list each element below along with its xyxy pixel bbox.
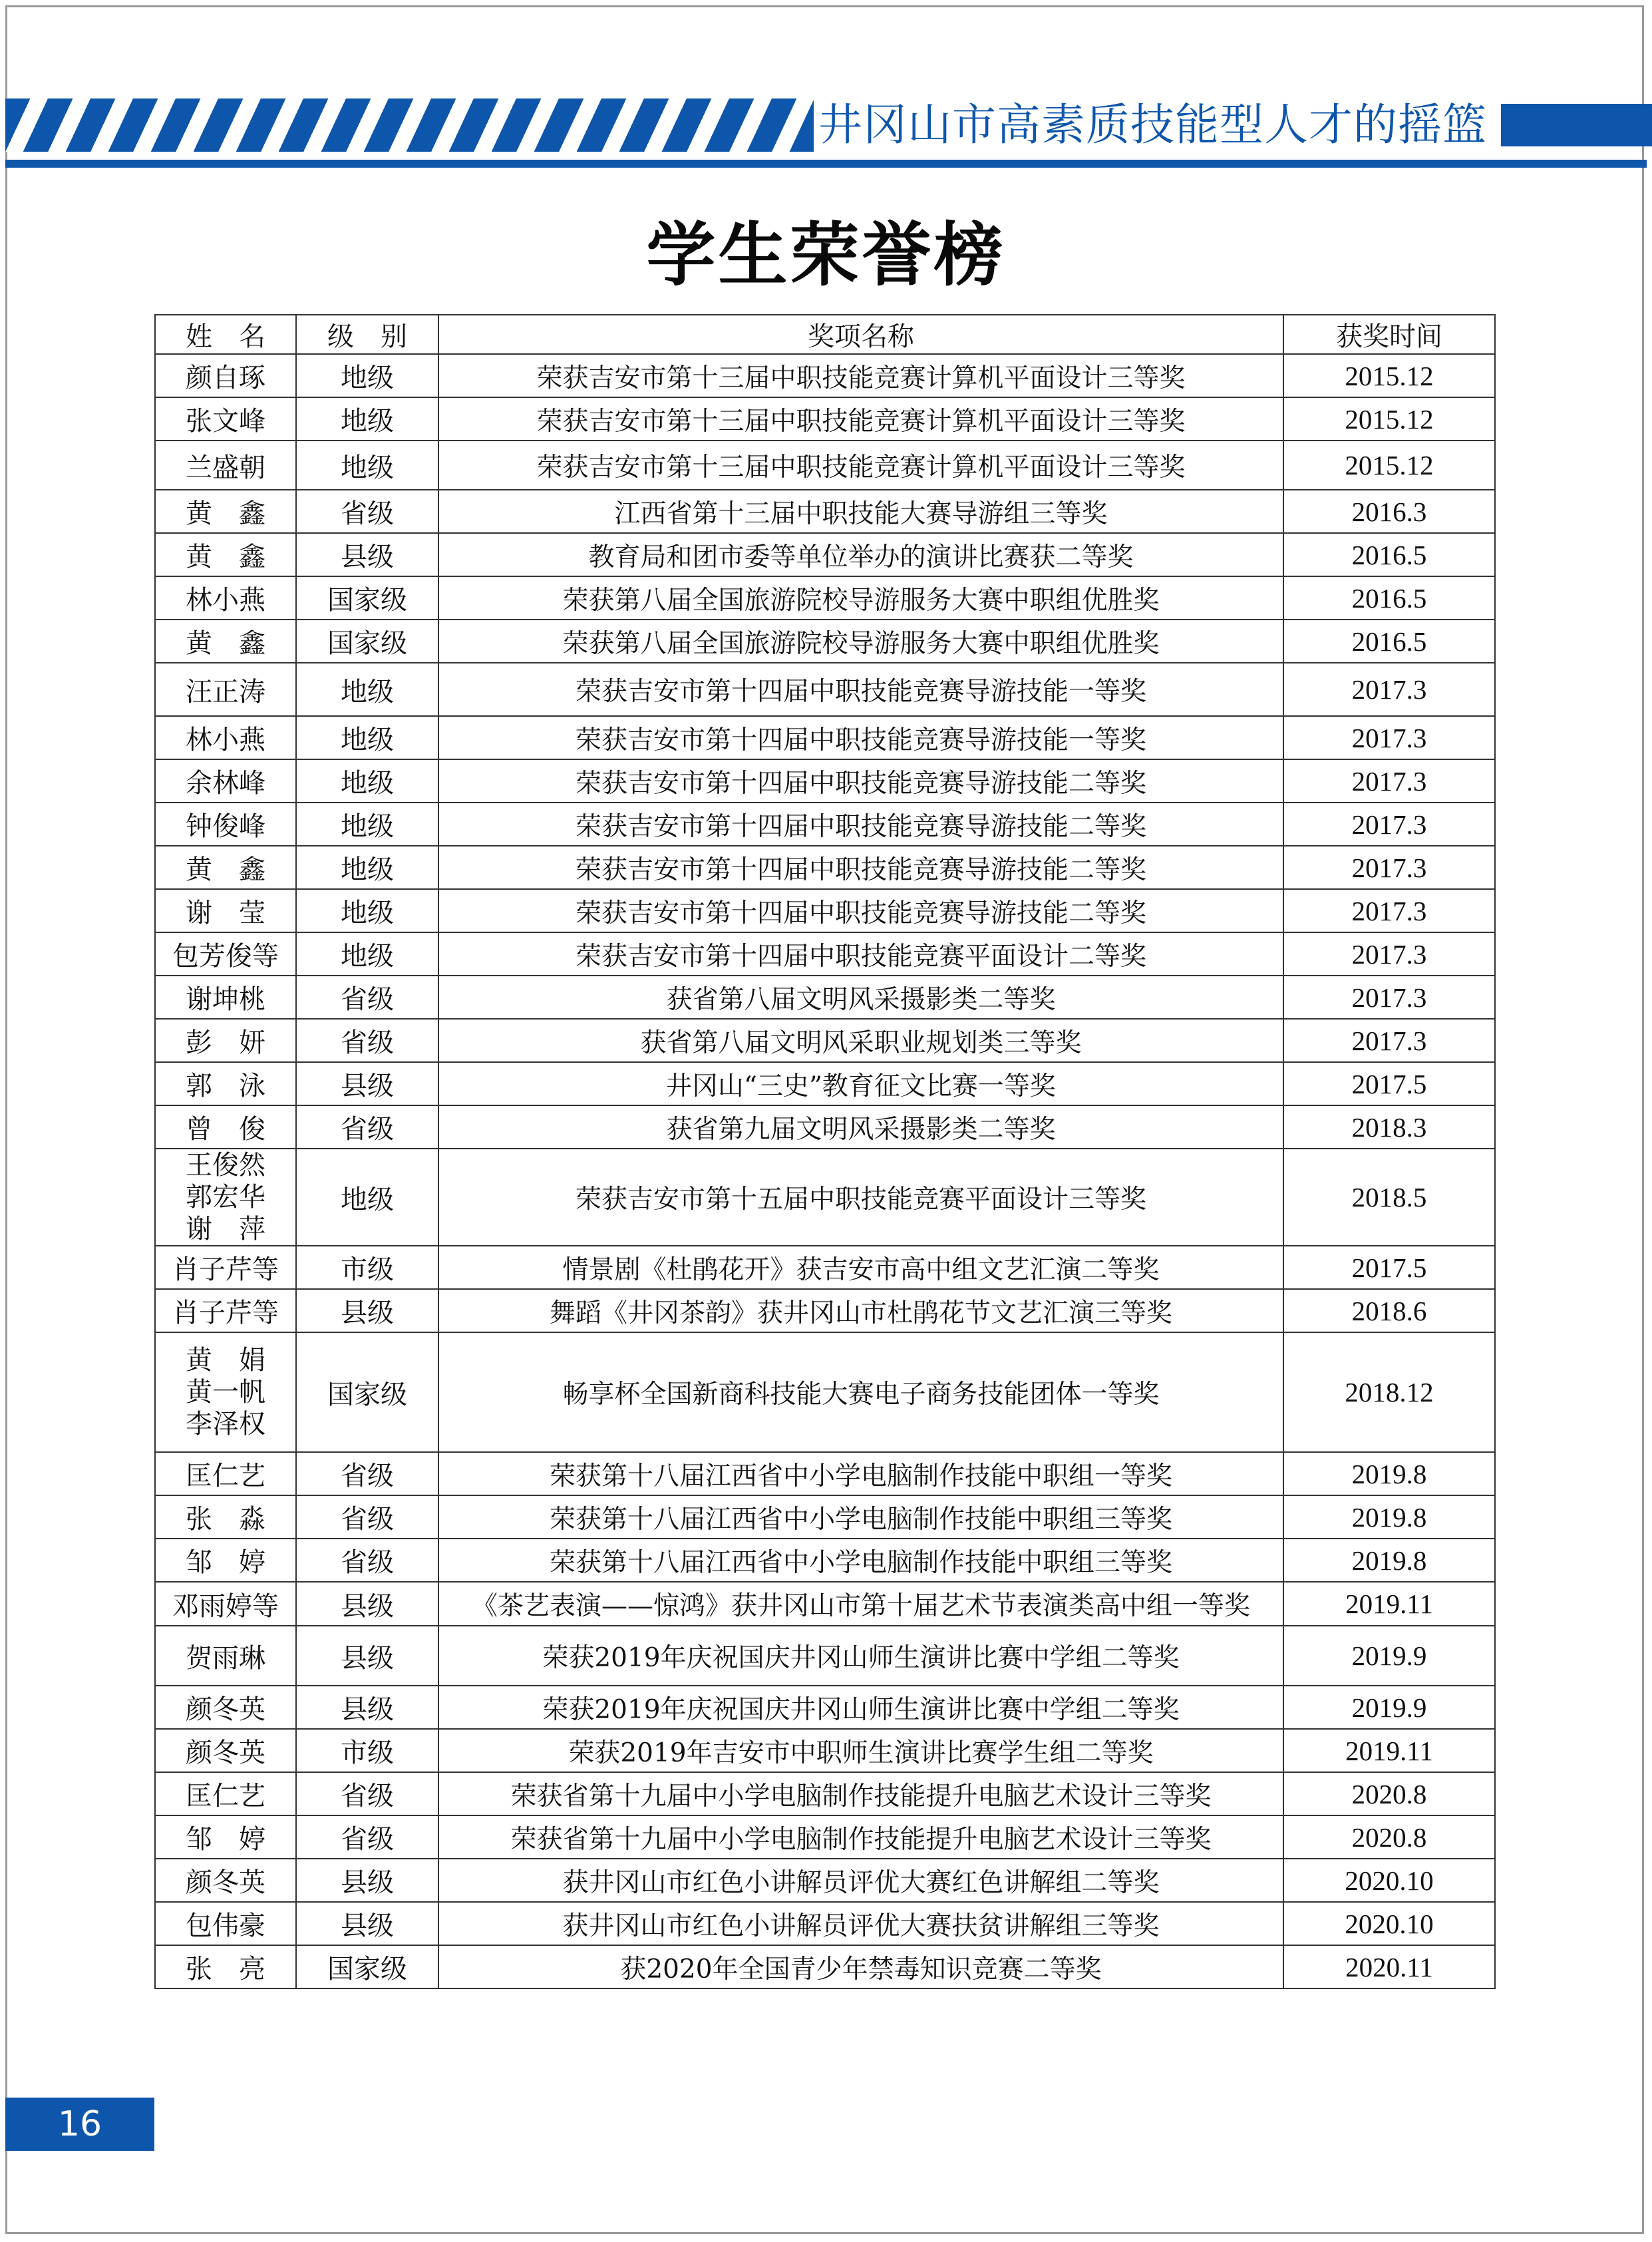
- cell-date: 2017.5: [1283, 1246, 1495, 1289]
- cell-award: 荣获吉安市第十四届中职技能竞赛导游技能二等奖: [438, 846, 1283, 889]
- cell-award: 荣获吉安市第十四届中职技能竞赛导游技能二等奖: [438, 759, 1283, 803]
- table-row: [155, 759, 1495, 803]
- cell-award: 荣获第十八届江西省中小学电脑制作技能中职组三等奖: [438, 1495, 1283, 1539]
- cell-level: 地级: [296, 441, 438, 490]
- header-name: 姓 名: [155, 315, 296, 354]
- cell-award: 获2020年全国青少年禁毒知识竞赛二等奖: [438, 1945, 1283, 1988]
- cell-award: 荣获吉安市第十四届中职技能竞赛导游技能二等奖: [438, 889, 1283, 932]
- table-row: [155, 490, 1495, 533]
- cell-level: 地级: [296, 889, 438, 932]
- cell-date: 2018.12: [1283, 1332, 1495, 1452]
- cell-date: 2017.5: [1283, 1062, 1495, 1105]
- cell-level: 国家级: [296, 1332, 438, 1452]
- table-row: [155, 889, 1495, 932]
- cell-date: 2018.5: [1283, 1149, 1495, 1246]
- cell-name: 颜冬英: [155, 1859, 296, 1902]
- cell-award: 荣获吉安市第十五届中职技能竞赛平面设计三等奖: [438, 1149, 1283, 1246]
- cell-level: 县级: [296, 1686, 438, 1729]
- cell-award: 荣获吉安市第十三届中职技能竞赛计算机平面设计三等奖: [438, 397, 1283, 441]
- cell-level: 县级: [296, 1859, 438, 1902]
- cell-name: 王俊然 郭宏华 谢 萍: [155, 1149, 296, 1246]
- cell-level: 省级: [296, 1772, 438, 1815]
- cell-date: 2016.3: [1283, 490, 1495, 533]
- cell-name: 包芳俊等: [155, 932, 296, 976]
- cell-date: 2017.3: [1283, 1019, 1495, 1062]
- table-row: [155, 1452, 1495, 1495]
- cell-award: 获省第九届文明风采摄影类二等奖: [438, 1105, 1283, 1149]
- cell-date: 2018.3: [1283, 1105, 1495, 1149]
- cell-award: 荣获第八届全国旅游院校导游服务大赛中职组优胜奖: [438, 620, 1283, 663]
- cell-level: 国家级: [296, 576, 438, 620]
- cell-award: 获井冈山市红色小讲解员评优大赛红色讲解组二等奖: [438, 1859, 1283, 1902]
- cell-date: 2017.3: [1283, 716, 1495, 759]
- cell-name: 钟俊峰: [155, 803, 296, 846]
- cell-award: 荣获第十八届江西省中小学电脑制作技能中职组三等奖: [438, 1539, 1283, 1582]
- cell-date: 2017.3: [1283, 663, 1495, 716]
- table-row: [155, 846, 1495, 889]
- cell-level: 省级: [296, 1105, 438, 1149]
- table-row: [155, 1945, 1495, 1988]
- cell-name: 邹 婷: [155, 1539, 296, 1582]
- cell-name: 张 淼: [155, 1495, 296, 1539]
- cell-name: 黄 鑫: [155, 620, 296, 663]
- cell-date: 2020.10: [1283, 1902, 1495, 1945]
- cell-level: 县级: [296, 1582, 438, 1626]
- cell-level: 地级: [296, 354, 438, 397]
- cell-date: 2019.9: [1283, 1686, 1495, 1729]
- table-row: [155, 663, 1495, 716]
- table-row: [155, 1626, 1495, 1686]
- cell-name: 曾 俊: [155, 1105, 296, 1149]
- cell-date: 2016.5: [1283, 576, 1495, 620]
- cell-level: 省级: [296, 1539, 438, 1582]
- cell-name: 谢坤桃: [155, 976, 296, 1019]
- cell-name: 贺雨琳: [155, 1626, 296, 1686]
- cell-level: 市级: [296, 1729, 438, 1772]
- table-row: [155, 1772, 1495, 1815]
- cell-date: 2020.8: [1283, 1772, 1495, 1815]
- table-row: [155, 1686, 1495, 1729]
- cell-name: 颜自琢: [155, 354, 296, 397]
- cell-name: 谢 莹: [155, 889, 296, 932]
- cell-level: 县级: [296, 1902, 438, 1945]
- cell-name: 郭 泳: [155, 1062, 296, 1105]
- cell-name: 张 亮: [155, 1945, 296, 1988]
- cell-award: 荣获吉安市第十三届中职技能竞赛计算机平面设计三等奖: [438, 441, 1283, 490]
- table-row: [155, 1539, 1495, 1582]
- header-level: 级 别: [296, 315, 438, 354]
- cell-date: 2017.3: [1283, 846, 1495, 889]
- table-row: [155, 1815, 1495, 1859]
- cell-date: 2017.3: [1283, 759, 1495, 803]
- header-rule: [5, 160, 1647, 168]
- cell-date: 2016.5: [1283, 620, 1495, 663]
- cell-level: 地级: [296, 1149, 438, 1246]
- cell-level: 国家级: [296, 1945, 438, 1988]
- cell-date: 2019.9: [1283, 1626, 1495, 1686]
- cell-award: 荣获2019年庆祝国庆井冈山师生演讲比赛中学组二等奖: [438, 1626, 1283, 1686]
- cell-date: 2015.12: [1283, 441, 1495, 490]
- cell-award: 荣获2019年吉安市中职师生演讲比赛学生组二等奖: [438, 1729, 1283, 1772]
- cell-date: 2017.3: [1283, 976, 1495, 1019]
- cell-date: 2018.6: [1283, 1289, 1495, 1332]
- honor-table-body: [155, 354, 1495, 1988]
- cell-level: 省级: [296, 1452, 438, 1495]
- table-row: [155, 620, 1495, 663]
- footer-box: [5, 2098, 154, 2151]
- table-row: [155, 1582, 1495, 1626]
- cell-name: 张文峰: [155, 397, 296, 441]
- cell-level: 省级: [296, 490, 438, 533]
- header-block: [1501, 104, 1652, 146]
- cell-name: 林小燕: [155, 716, 296, 759]
- table-row: [155, 354, 1495, 397]
- table-row: [155, 1859, 1495, 1902]
- cell-level: 地级: [296, 932, 438, 976]
- cell-level: 地级: [296, 759, 438, 803]
- cell-award: 情景剧《杜鹃花开》获吉安市高中组文艺汇演二等奖: [438, 1246, 1283, 1289]
- cell-name: 匡仁艺: [155, 1772, 296, 1815]
- cell-award: 江西省第十三届中职技能大赛导游组三等奖: [438, 490, 1283, 533]
- table-row: [155, 1105, 1495, 1149]
- cell-level: 省级: [296, 1019, 438, 1062]
- cell-award: 荣获省第十九届中小学电脑制作技能提升电脑艺术设计三等奖: [438, 1772, 1283, 1815]
- cell-award: 荣获吉安市第十三届中职技能竞赛计算机平面设计三等奖: [438, 354, 1283, 397]
- table-row: [155, 1332, 1495, 1452]
- cell-award: 荣获省第十九届中小学电脑制作技能提升电脑艺术设计三等奖: [438, 1815, 1283, 1859]
- cell-date: 2015.12: [1283, 397, 1495, 441]
- cell-award: 《茶艺表演——惊鸿》获井冈山市第十届艺术节表演类高中组一等奖: [438, 1582, 1283, 1626]
- cell-name: 黄 娟 黄一帆 李泽权: [155, 1332, 296, 1452]
- cell-award: 荣获吉安市第十四届中职技能竞赛导游技能一等奖: [438, 663, 1283, 716]
- header-stripes: [5, 98, 814, 152]
- cell-award: 教育局和团市委等单位举办的演讲比赛获二等奖: [438, 533, 1283, 576]
- cell-level: 省级: [296, 1495, 438, 1539]
- table-row: [155, 1062, 1495, 1105]
- cell-level: 县级: [296, 1626, 438, 1686]
- cell-award: 畅享杯全国新商科技能大赛电子商务技能团体一等奖: [438, 1332, 1283, 1452]
- table-row: [155, 803, 1495, 846]
- cell-date: 2015.12: [1283, 354, 1495, 397]
- cell-level: 地级: [296, 846, 438, 889]
- cell-award: 荣获吉安市第十四届中职技能竞赛导游技能一等奖: [438, 716, 1283, 759]
- table-header-row: [155, 315, 1495, 354]
- table-row: [155, 1495, 1495, 1539]
- table-row: [155, 1019, 1495, 1062]
- cell-date: 2020.8: [1283, 1815, 1495, 1859]
- cell-level: 地级: [296, 397, 438, 441]
- cell-award: 舞蹈《井冈茶韵》获井冈山市杜鹃花节文艺汇演三等奖: [438, 1289, 1283, 1332]
- table-row: [155, 533, 1495, 576]
- cell-name: 颜冬英: [155, 1729, 296, 1772]
- cell-award: 获省第八届文明风采摄影类二等奖: [438, 976, 1283, 1019]
- cell-name: 兰盛朝: [155, 441, 296, 490]
- cell-award: 荣获第八届全国旅游院校导游服务大赛中职组优胜奖: [438, 576, 1283, 620]
- table-row: [155, 976, 1495, 1019]
- cell-name: 邹 婷: [155, 1815, 296, 1859]
- cell-name: 余林峰: [155, 759, 296, 803]
- cell-award: 井冈山“三史”教育征文比赛一等奖: [438, 1062, 1283, 1105]
- cell-level: 省级: [296, 976, 438, 1019]
- cell-level: 地级: [296, 663, 438, 716]
- table-row: [155, 1246, 1495, 1289]
- cell-date: 2019.8: [1283, 1495, 1495, 1539]
- cell-name: 林小燕: [155, 576, 296, 620]
- cell-name: 黄 鑫: [155, 490, 296, 533]
- header-date: 获奖时间: [1283, 315, 1495, 354]
- table-row: [155, 397, 1495, 441]
- cell-name: 黄 鑫: [155, 846, 296, 889]
- table-row: [155, 1289, 1495, 1332]
- cell-level: 地级: [296, 716, 438, 759]
- cell-date: 2019.8: [1283, 1539, 1495, 1582]
- cell-level: 县级: [296, 1062, 438, 1105]
- table-row: [155, 1902, 1495, 1945]
- cell-date: 2016.5: [1283, 533, 1495, 576]
- cell-level: 市级: [296, 1246, 438, 1289]
- header-award: 奖项名称: [438, 315, 1283, 354]
- cell-award: 荣获2019年庆祝国庆井冈山师生演讲比赛中学组二等奖: [438, 1686, 1283, 1729]
- cell-award: 获省第八届文明风采职业规划类三等奖: [438, 1019, 1283, 1062]
- cell-award: 获井冈山市红色小讲解员评优大赛扶贫讲解组三等奖: [438, 1902, 1283, 1945]
- cell-level: 国家级: [296, 620, 438, 663]
- cell-name: 包伟豪: [155, 1902, 296, 1945]
- cell-date: 2020.10: [1283, 1859, 1495, 1902]
- table-row: [155, 932, 1495, 976]
- cell-name: 彭 妍: [155, 1019, 296, 1062]
- table-row: [155, 716, 1495, 759]
- cell-award: 荣获第十八届江西省中小学电脑制作技能中职组一等奖: [438, 1452, 1283, 1495]
- cell-award: 荣获吉安市第十四届中职技能竞赛平面设计二等奖: [438, 932, 1283, 976]
- cell-name: 匡仁艺: [155, 1452, 296, 1495]
- cell-name: 肖子芹等: [155, 1289, 296, 1332]
- cell-name: 肖子芹等: [155, 1246, 296, 1289]
- header-band: [5, 98, 1647, 152]
- cell-level: 县级: [296, 1289, 438, 1332]
- cell-name: 颜冬英: [155, 1686, 296, 1729]
- cell-date: 2017.3: [1283, 889, 1495, 932]
- cell-date: 2017.3: [1283, 932, 1495, 976]
- cell-award: 荣获吉安市第十四届中职技能竞赛导游技能二等奖: [438, 803, 1283, 846]
- cell-level: 省级: [296, 1815, 438, 1859]
- cell-date: 2020.11: [1283, 1945, 1495, 1988]
- cell-date: 2019.8: [1283, 1452, 1495, 1495]
- table-row: [155, 1729, 1495, 1772]
- cell-date: 2019.11: [1283, 1729, 1495, 1772]
- page-title: 学生荣誉榜: [646, 214, 1006, 295]
- cell-name: 汪正涛: [155, 663, 296, 716]
- cell-date: 2019.11: [1283, 1582, 1495, 1626]
- table-row: [155, 576, 1495, 620]
- table-row: [155, 441, 1495, 490]
- cell-name: 黄 鑫: [155, 533, 296, 576]
- cell-level: 地级: [296, 803, 438, 846]
- honor-table: [154, 314, 1496, 1989]
- page-number: 16: [57, 2104, 102, 2144]
- cell-name: 邓雨婷等: [155, 1582, 296, 1626]
- header-title: 井冈山市高素质技能型人才的摇篮: [818, 99, 1487, 150]
- cell-level: 县级: [296, 533, 438, 576]
- table-row: [155, 1149, 1495, 1246]
- cell-date: 2017.3: [1283, 803, 1495, 846]
